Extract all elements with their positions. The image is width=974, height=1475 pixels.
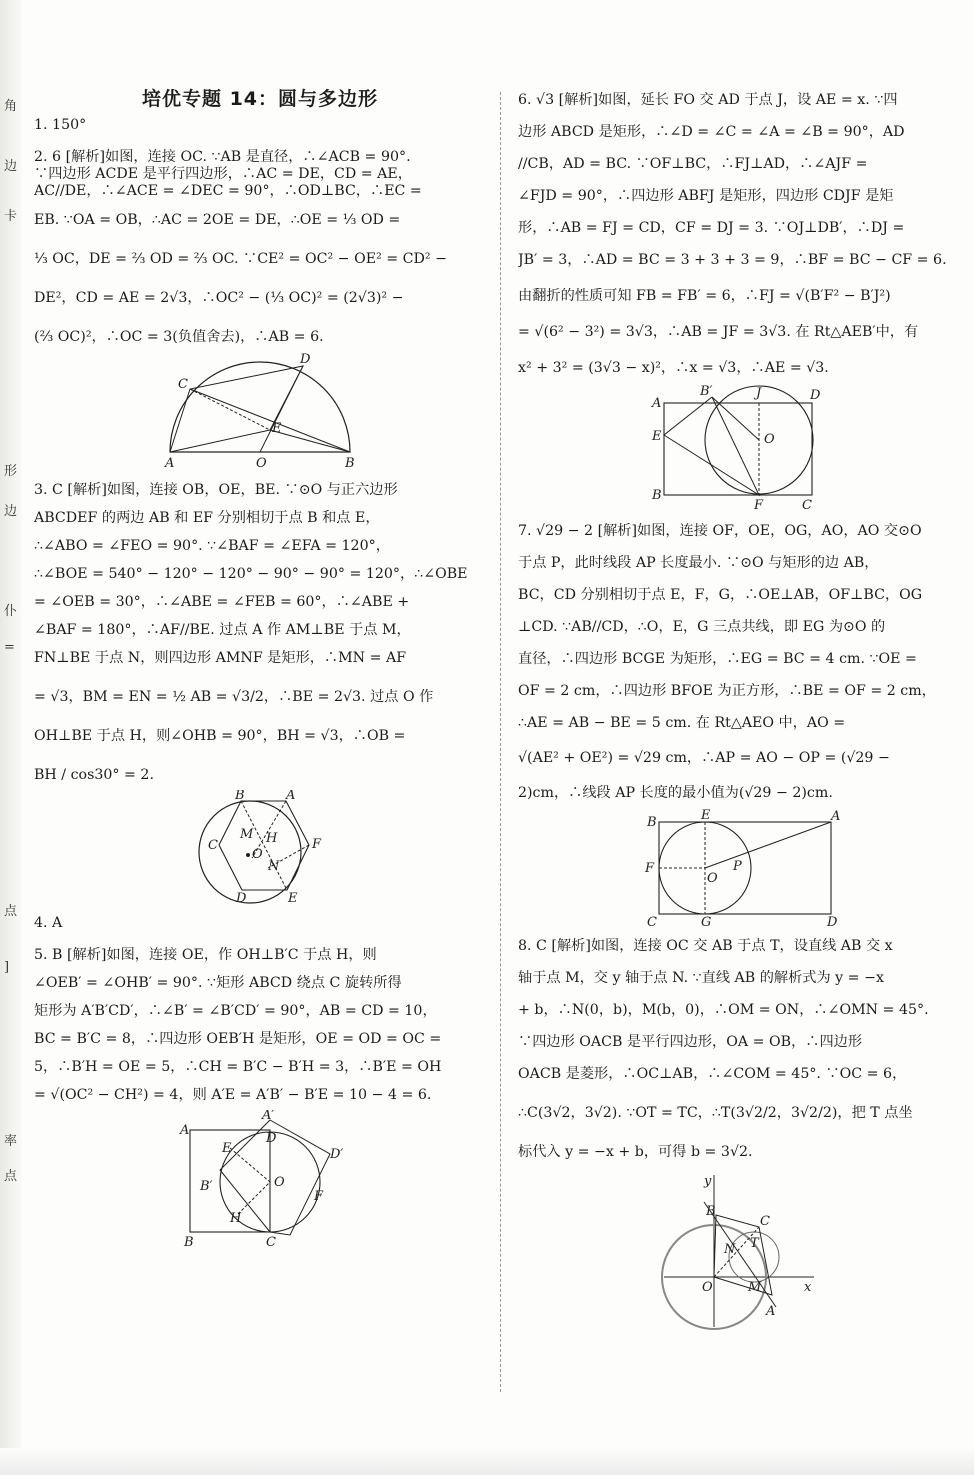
text-line: ABCDEF 的两边 AB 和 EF 分别相切于点 B 和点 E， xyxy=(34,510,380,526)
line-ae xyxy=(170,430,270,452)
text-line: 2)cm，∴线段 AP 长度的最小值为(√29 − 2)cm. xyxy=(518,785,833,801)
fig5-label: C xyxy=(266,1235,276,1250)
fig5-label: B xyxy=(184,1235,194,1250)
fig6-label: C xyxy=(802,498,812,513)
edge-char: = xyxy=(4,640,15,655)
text-line: 由翻折的性质可知 FB = FB′ = 6，∴FJ = √(B′F² − B′J²) xyxy=(518,288,891,304)
text-line: 3. C [解析]如图，连接 OB，OE，BE. ∵⊙O 与正六边形 xyxy=(34,482,398,498)
fig5-label: A xyxy=(180,1123,190,1138)
edge-char: 卡 xyxy=(4,209,18,224)
text-line: + b，∴N(0，b)，M(b，0)，∴OM = ON，∴∠OMN = 45°. xyxy=(518,1002,929,1018)
text-line: 8. C [解析]如图，连接 OC 交 AB 于点 T，设直线 AB 交 x xyxy=(518,938,893,954)
fig7-label: G xyxy=(701,915,712,928)
semicircle-shape xyxy=(170,362,350,452)
fig5-label: D xyxy=(266,1131,277,1146)
fig6-label: D xyxy=(810,388,821,403)
page-edge-strip xyxy=(0,0,22,1475)
text-line: ∵四边形 OACB 是平行四边形，OA = OB，∴四边形 xyxy=(518,1034,863,1050)
dashed-line xyxy=(241,801,287,890)
text-line: ∠FJD = 90°，∴四边形 ABFJ 是矩形，四边形 CDJF 是矩 xyxy=(518,188,894,204)
fig3-label: O xyxy=(252,847,263,862)
fig6-label: J xyxy=(756,386,762,401)
edge-char: ] xyxy=(4,960,10,975)
text-line: BH / cos30° = 2. xyxy=(34,767,154,783)
line-od xyxy=(260,366,303,452)
text-line: DE²，CD = AE = 2√3，∴OC² − (⅓ OC)² = (2√3)² − xyxy=(34,290,404,306)
fig7-label: F xyxy=(645,861,655,876)
fig6-label: O xyxy=(764,432,775,447)
text-line: ∴AE = AB − BE = 5 cm. 在 Rt△AEO 中，AO = xyxy=(518,715,846,731)
figure-rectangle-tangent xyxy=(639,808,849,928)
fig3-label: F xyxy=(312,837,322,852)
fig5-label: H xyxy=(230,1211,242,1226)
text-line: 6. √3 [解析]如图，延长 FO 交 AD 于点 J，设 AE = x. ∵四 xyxy=(518,92,898,108)
fig3-label: D xyxy=(236,891,247,905)
text-line: 5，∴B′H = OE = 5，∴CH = B′C − B′H = 3，∴B′E = OH xyxy=(34,1059,442,1075)
fig6-label: F xyxy=(754,498,764,513)
edge-char: 仆 xyxy=(4,604,18,619)
text-line: BC = B′C = 8，∴四边形 OEB′H 是矩形，OE = OD = OC = xyxy=(34,1031,442,1047)
fig5-label: A′ xyxy=(262,1110,275,1123)
problem-6 xyxy=(518,92,970,377)
figure-coordinate-circle xyxy=(654,1167,834,1332)
problem-5 xyxy=(34,947,486,1104)
fig2-label: A xyxy=(165,456,175,471)
edge-char: 点 xyxy=(4,1169,18,1184)
fig8-label: N xyxy=(724,1242,736,1257)
fig8-label: T xyxy=(750,1236,759,1251)
text-line: x² + 3² = (3√3 − x)²，∴x = √3，∴AE = √3. xyxy=(518,360,829,376)
figure-semicircle xyxy=(160,352,360,472)
figure-hexagon xyxy=(190,790,330,905)
fig7-label: B xyxy=(647,815,657,830)
fig5-label: O xyxy=(274,1175,285,1190)
fig6-label: B xyxy=(652,488,662,503)
text-line: = √(6² − 3²) = 3√3，∴AB = JF = 3√3. 在 Rt△AEB′中，有 xyxy=(518,324,919,340)
fig8-label: M xyxy=(748,1280,762,1295)
dashed-line xyxy=(190,389,270,430)
fig8-label: O xyxy=(702,1280,713,1295)
page-bottom-shadow xyxy=(0,1448,974,1475)
text-line: AC//DE，∴∠ACE = ∠DEC = 90°，∴OD⊥BC，∴EC = xyxy=(34,183,422,199)
problem-7 xyxy=(518,523,970,802)
text-line: 直径，∴四边形 BCGE 为矩形，∴EG = BC = 4 cm. ∵OE = xyxy=(518,651,917,667)
dashed-line xyxy=(230,1148,270,1182)
fig8-label: y xyxy=(704,1174,712,1189)
fig8-label: A xyxy=(766,1304,776,1319)
text-line: ∠OEB′ = ∠OHB′ = 90°. ∵矩形 ABCD 绕点 C 旋转所得 xyxy=(34,975,402,991)
problem-2 xyxy=(34,149,486,346)
figure-rotated-rectangle xyxy=(170,1110,350,1250)
line-ao xyxy=(705,822,831,868)
edge-char: 边 xyxy=(4,504,18,519)
text-line: BC，CD 分别相切于点 E，F，G，∴OE⊥AB，OF⊥BC，OG xyxy=(518,587,923,603)
edge-char: 形 xyxy=(4,464,18,479)
fig3-label: N xyxy=(268,859,280,874)
fig8-label: B xyxy=(706,1204,716,1219)
text-line: ∴C(3√2，3√2). ∵OT = TC，∴T(3√2/2，3√2/2)，把 T 点坐 xyxy=(518,1105,913,1121)
triangle-lines xyxy=(664,397,759,495)
text-line: 轴于点 M，交 y 轴于点 N. ∵直线 AB 的解析式为 y = −x xyxy=(518,970,884,986)
dashed-line xyxy=(714,1227,759,1277)
text-line: ∴∠ABO = ∠FEO = 90°. ∵∠BAF = ∠EFA = 120°， xyxy=(34,538,390,554)
text-line: 矩形为 A′B′CD′，∴∠B′ = ∠B′CD′ = 90°，AB = CD = 10， xyxy=(34,1003,437,1019)
edge-char: 边 xyxy=(4,159,18,174)
fig2-label: O xyxy=(256,456,267,471)
left-column xyxy=(34,84,486,1260)
text-line: = ∠OEB = 30°，∴∠ABE = ∠FEB = 60°，∴∠ABE + xyxy=(34,594,410,610)
page-title: 培优专题 14：圆与多边形 xyxy=(141,88,379,110)
text-line: √(AE² + OE²) = √29 cm，∴AP = AO − OP = (√29 − xyxy=(518,750,890,766)
fig5-label: D′ xyxy=(330,1147,344,1162)
fig3-label: C xyxy=(208,838,218,853)
text-line: = √3，BM = EN = ½ AB = √3/2，∴BE = 2√3. 过点 O 作 xyxy=(34,689,434,705)
fig7-label: A xyxy=(831,809,841,824)
text-line: 于点 P，此时线段 AP 长度最小. ∵⊙O 与矩形的边 AB， xyxy=(518,555,879,571)
fig6-label: B′ xyxy=(700,384,713,399)
problem-4 xyxy=(34,915,486,932)
right-column xyxy=(518,92,970,1342)
fig2-label: E xyxy=(272,421,282,436)
fig7-label: C xyxy=(647,915,657,928)
text-line: OACB 是菱形，∴OC⊥AB，∴∠COM = 45°. ∵OC = 6， xyxy=(518,1066,907,1082)
text-line: 形，∴AB = FJ = CD，CF = DJ = 3. ∵OJ⊥DB′，∴DJ = xyxy=(518,220,905,236)
problem-1 xyxy=(34,117,486,134)
fig6-label: E xyxy=(652,429,662,444)
fig8-label: x xyxy=(804,1280,812,1295)
figure-rectangle-circle xyxy=(644,383,844,513)
text-line: (⅔ OC)²，∴OC = 3(负值舍去)，∴AB = 6. xyxy=(34,329,324,345)
edge-char: 角 xyxy=(4,99,18,114)
text-line: EB. ∵OA = OB，∴AC = 2OE = DE，∴OE = ⅓ OD = xyxy=(34,212,401,228)
fig7-label: O xyxy=(707,871,718,886)
fig6-label: A xyxy=(652,396,662,411)
text-line: 标代入 y = −x + b，可得 b = 3√2. xyxy=(518,1144,753,1160)
polygon-lines xyxy=(170,366,350,452)
problem-3 xyxy=(34,482,486,784)
column-divider xyxy=(500,92,502,1392)
text-line: ⊥CD. ∵AB//CD，∴O，E，G 三点共线，即 EG 为⊙O 的 xyxy=(518,619,886,635)
fig3-label: M xyxy=(240,827,254,842)
fig3-label: B xyxy=(235,790,245,803)
edge-char: 点 xyxy=(4,904,18,919)
fig5-label: B′ xyxy=(200,1179,213,1194)
edge-char: 率 xyxy=(4,1134,18,1149)
text-line: JB′ = 3，∴AD = BC = 3 + 3 + 3 = 9，∴BF = BC − CF = 6. xyxy=(518,252,947,268)
text-line: OH⊥BE 于点 H，则∠OHB = 90°，BH = √3，∴OB = xyxy=(34,728,406,744)
fig2-label: D xyxy=(300,352,311,367)
fig7-label: P xyxy=(733,859,742,874)
text-line: = √(OC² − CH²) = 4，则 A′E = A′B′ − B′E = 10 − 4 = 6. xyxy=(34,1087,432,1103)
text-line: OF = 2 cm，∴四边形 BFOE 为正方形，∴BE = OF = 2 cm， xyxy=(518,683,936,699)
text-line: 边形 ABCD 是矩形，∴∠D = ∠C = ∠A = ∠B = 90°，AD xyxy=(518,124,905,140)
fig3-label: A xyxy=(286,790,296,803)
text-line: ∠BAF = 180°，∴AF//BE. 过点 A 作 AM⊥BE 于点 M， xyxy=(34,622,411,638)
text-line: 2. 6 [解析]如图，连接 OC. ∵AB 是直径，∴∠ACB = 90°. xyxy=(34,149,411,165)
fig2-label: C xyxy=(178,377,188,392)
problem-8 xyxy=(518,938,970,1161)
fig5-label: E xyxy=(222,1141,232,1156)
text-line: FN⊥BE 于点 N，则四边形 AMNF 是矩形，∴MN = AF xyxy=(34,650,407,666)
text-line: ∴∠BOE = 540° − 120° − 120° − 90° − 90° = 120°，∴∠OBE xyxy=(34,566,468,582)
text-line: 1. 150° xyxy=(34,117,87,133)
text-line: ∵四边形 ACDE 是平行四边形，∴AC = DE，CD = AE， xyxy=(34,166,412,182)
text-line: //CB，AD = BC. ∵OF⊥BC，∴FJ⊥AD，∴∠AJF = xyxy=(518,156,868,172)
fig7-label: D xyxy=(827,915,838,928)
fig8-label: C xyxy=(760,1214,770,1229)
fig7-label: E xyxy=(701,808,711,823)
fig5-label: F xyxy=(314,1189,324,1204)
center-dot xyxy=(246,853,250,857)
fig3-label: H xyxy=(266,831,278,846)
text-line: 4. A xyxy=(34,915,63,931)
text-line: ⅓ OC，DE = ⅔ OD = ⅔ OC. ∵CE² = OC² − OE² = CD² − xyxy=(34,251,447,267)
fig2-label: B xyxy=(345,456,355,471)
fig3-label: E xyxy=(288,891,298,905)
text-line: 5. B [解析]如图，连接 OE，作 OH⊥B′C 于点 H，则 xyxy=(34,947,377,963)
text-line: 7. √29 − 2 [解析]如图，连接 OF，OE，OG，AO，AO 交⊙O xyxy=(518,523,922,539)
